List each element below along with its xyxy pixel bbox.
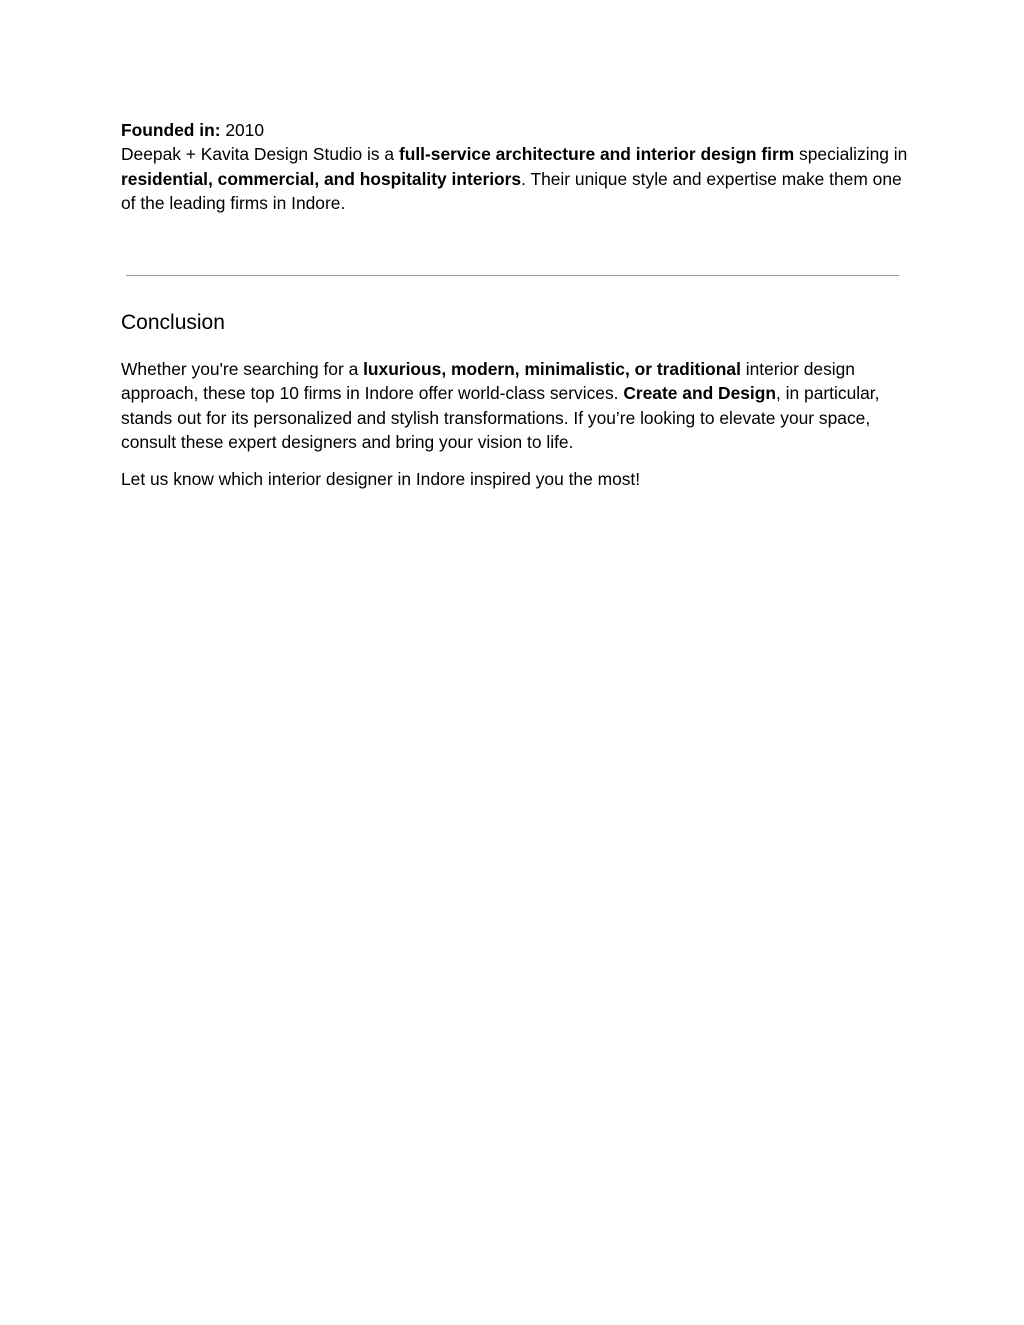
horizontal-divider <box>126 275 899 276</box>
firm-description <box>121 142 911 215</box>
desc-text: . Their unique style and expertise make them one of the leading firms in Indore. <box>121 168 902 214</box>
conclusion-paragraph <box>121 357 911 455</box>
conclusion-bold-firm: Create and Design <box>623 383 777 404</box>
closing-paragraph: Let us know which interior designer in Indore inspired you the most! <box>121 468 641 489</box>
desc-text: specializing in <box>794 144 908 165</box>
founded-label: Founded in: <box>121 120 221 140</box>
desc-bold-specialties: residential, commercial, and hospitality interiors <box>121 168 522 189</box>
conclusion-text: , in particular, stands out for its personalized and stylish transformations. If you’re looking to elevate your space, consult these expert designers and bring your vision to life. <box>121 383 880 453</box>
conclusion-text: interior design approach, these top 10 firms in Indore offer world-class services. <box>121 359 855 404</box>
desc-text: Deepak + Kavita Design Studio is a <box>121 144 399 165</box>
founded-value: 2010 <box>220 120 265 140</box>
conclusion-body <box>121 357 911 491</box>
founded-line <box>121 118 911 142</box>
desc-bold-service: full-service architecture and interior design firm <box>398 144 795 165</box>
firm-entry <box>121 118 911 216</box>
conclusion-text: Whether you're searching for a <box>121 359 364 379</box>
section-heading: Conclusion <box>121 311 225 334</box>
conclusion-bold-styles: luxurious, modern, minimalistic, or traditional <box>363 359 741 379</box>
